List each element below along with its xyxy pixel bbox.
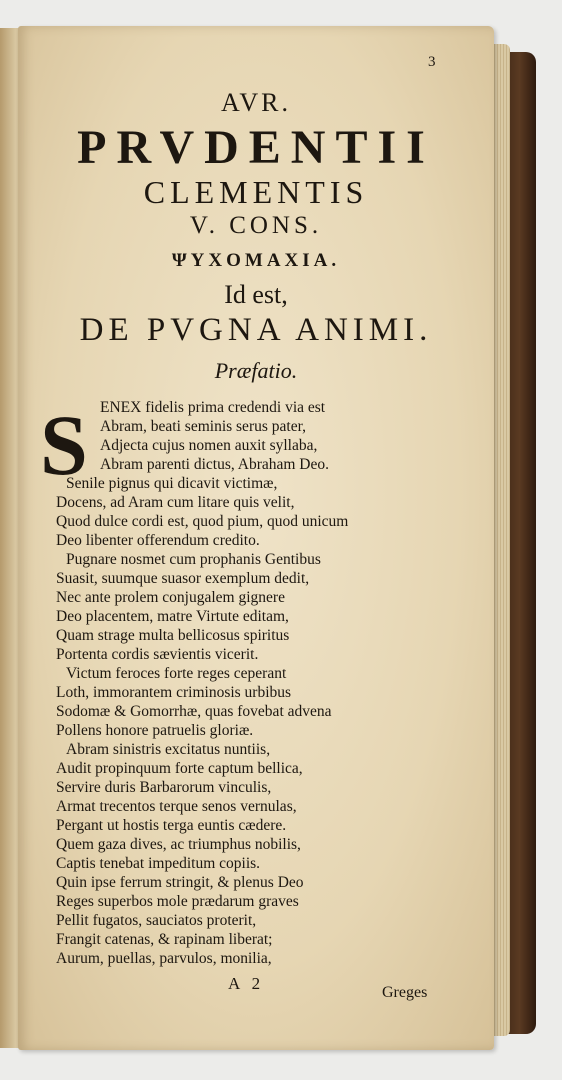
poem-line: Servire duris Barbarorum vinculis,: [56, 779, 272, 796]
author-name: PRVDENTII: [77, 121, 435, 174]
poem-line: ENEX fidelis prima credendi via est: [100, 399, 326, 416]
poem-text: [38, 398, 488, 968]
poem-line: Deo libenter offerendum credito.: [56, 532, 260, 549]
poem-line: Abram parenti dictus, Abraham Deo.: [100, 456, 329, 473]
catchword: Greges: [382, 984, 428, 1001]
poem-line: Senile pignus qui dicavit victimæ,: [66, 475, 278, 492]
drop-cap: S: [40, 397, 88, 493]
poem-line: Reges superbos mole prædarum graves: [56, 893, 299, 910]
signature-mark: A 2: [228, 974, 265, 993]
poem-line: Captis tenebat impeditum copiis.: [56, 855, 261, 872]
poem-line: Portenta cordis sævientis vicerit.: [56, 646, 259, 663]
poem-line: Aurum, puellas, parvulos, monilia,: [56, 950, 272, 967]
poem-line: Nec ante prolem conjugalem gignere: [56, 589, 285, 606]
poem-line: Audit propinquum forte captum bellica,: [56, 760, 303, 777]
id-est: Id est,: [224, 280, 288, 309]
poem-line: Abram, beati seminis serus pater,: [100, 418, 306, 435]
poem-line: Abram sinistris excitatus nuntiis,: [66, 741, 271, 758]
praefatio-heading: Præfatio.: [214, 358, 298, 383]
poem-line: Armat trecentos terque senos vernulas,: [56, 798, 297, 815]
poem-line: Loth, immorantem criminosis urbibus: [56, 684, 292, 701]
book-page: [18, 26, 494, 1050]
author-title: V. CONS.: [189, 212, 323, 239]
poem-line: Pellit fugatos, sauciatos proterit,: [56, 912, 257, 929]
poem-line: Suasit, suumque suasor exemplum dedit,: [56, 570, 310, 587]
poem-line: Quod dulce cordi est, quod pium, quod unicum: [56, 513, 349, 530]
poem-line: Frangit catenas, & rapinam liberat;: [56, 931, 273, 948]
poem-line: Quam strage multa bellicosus spiritus: [56, 627, 290, 644]
poem-line: Quem gaza dives, ac triumphus nobilis,: [56, 836, 301, 853]
poem-line: Quin ipse ferrum stringit, & plenus Deo: [56, 874, 304, 891]
poem-line: Docens, ad Aram cum litare quis velit,: [56, 494, 295, 511]
poem-line: Deo placentem, matre Virtute editam,: [56, 608, 289, 625]
poem-line: Pergant ut hostis terga euntis cædere.: [56, 817, 287, 834]
work-subtitle: DE PVGNA ANIMI.: [79, 312, 433, 348]
author-cognomen: CLEMENTIS: [143, 174, 369, 210]
page-number: 3: [428, 54, 436, 70]
greek-title: ΨΥΧΟΜΑΧΙΑ.: [171, 250, 341, 271]
poem-line: Pugnare nosmet cum prophanis Gentibus: [66, 551, 321, 568]
poem-line: Victum feroces forte reges ceperant: [66, 665, 287, 682]
author-abbrev: AVR.: [220, 88, 292, 117]
poem-line: Pollens honore patruelis gloriæ.: [56, 722, 254, 739]
poem-line: Adjecta cujus nomen auxit syllaba,: [100, 437, 318, 454]
poem-line: Sodomæ & Gomorrhæ, quas fovebat advena: [56, 703, 332, 720]
